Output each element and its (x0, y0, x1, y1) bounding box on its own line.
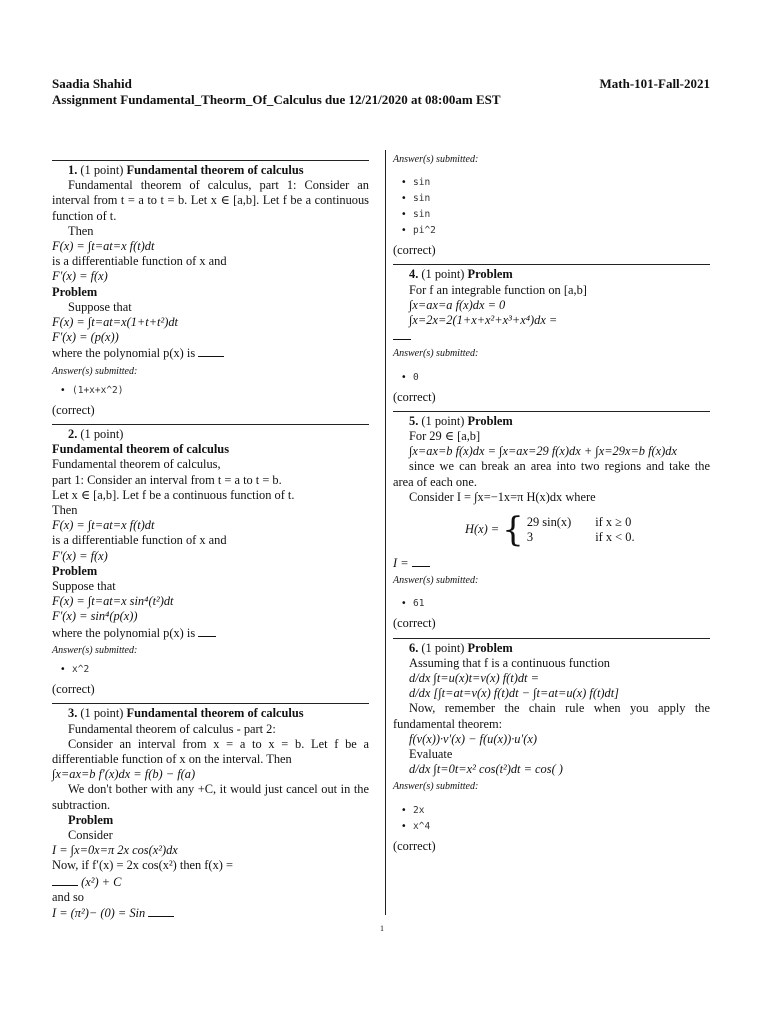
status-correct: (correct) (393, 243, 436, 258)
answer-blank (412, 555, 430, 567)
answer-blank (52, 874, 78, 886)
problem-subheading: Problem (52, 563, 98, 578)
right-column (393, 148, 710, 860)
problem-text: Suppose that (52, 579, 116, 594)
answer-list (393, 175, 710, 239)
piecewise-function (465, 510, 710, 551)
problem-title: Fundamental theorem of calculus (52, 442, 230, 457)
answer-list (393, 370, 710, 386)
submitted-answer: • x^4 (393, 819, 710, 835)
header-row-1 (52, 76, 710, 91)
formula: ∫x=2x=2(1+x+x²+x³+x⁴)dx = (409, 313, 558, 328)
problem-text: For 29 ∈ [a,b] (409, 429, 481, 444)
problem-title: Problem (467, 640, 513, 655)
formula: d/dx [∫t=at=v(x) f(t)dt − ∫t=at=u(x) f(t)dt] (409, 686, 619, 701)
problem-heading (52, 706, 369, 721)
problem-text: Fundamental theorem of calculus, (52, 457, 221, 472)
submitted-answer: • (1+x+x^2) (52, 383, 369, 399)
problem-number: 1. (68, 163, 78, 177)
answer-blank (198, 625, 216, 637)
status-correct: (correct) (393, 616, 436, 631)
problem-6 (393, 638, 710, 854)
answers-label: Answer(s) submitted: (52, 644, 138, 656)
status-correct: (correct) (393, 838, 436, 853)
formula: F′(x) = f(x) (52, 548, 108, 563)
problem-heading (393, 414, 710, 429)
formula: F′(x) = f(x) (52, 269, 108, 284)
problem-points: (1 point) (80, 706, 124, 721)
formula: d/dx ∫t=0t=x² cos(t²)dt = cos( ) (409, 762, 563, 777)
problem-text: where the polynomial p(x) is (52, 625, 196, 640)
answers-label: Answer(s) submitted: (393, 348, 479, 360)
problem-title: Problem (467, 413, 513, 428)
formula: F(x) = ∫t=at=x f(t)dt (52, 518, 155, 533)
problem-3-continued (393, 148, 710, 258)
problem-title: Problem (467, 267, 513, 282)
case-value: 29 sin(x) (526, 515, 572, 530)
submitted-answer: • sin (393, 191, 710, 207)
problem-heading (52, 427, 369, 442)
case-condition: if x < 0. (595, 530, 635, 545)
problem-text: Assuming that f is a continuous function (409, 655, 610, 670)
submitted-answer: • x^2 (52, 662, 369, 678)
answer-blank (198, 345, 224, 357)
problem-number: 6. (409, 640, 419, 655)
column-divider (385, 150, 386, 915)
submitted-answer: • 0 (393, 370, 710, 386)
formula: F′(x) = sin⁴(p(x)) (52, 609, 138, 624)
problem-text: Consider an interval from x = a to x = b. Let f be a differentiable function of x on the interval. Then (52, 736, 369, 766)
problem-title: Fundamental theorem of calculus (126, 706, 304, 721)
piecewise-cases (527, 515, 641, 545)
problem-points: (1 point) (421, 267, 465, 282)
problem-heading (393, 267, 710, 282)
problem-points: (1 point) (80, 427, 124, 442)
formula: I = ∫x=0x=π 2x cos(x²)dx (52, 843, 178, 858)
problem-subheading: Problem (68, 812, 114, 827)
problem-subheading: Problem (52, 284, 98, 299)
answer-list (52, 662, 369, 678)
problem-points: (1 point) (421, 640, 465, 655)
problem-text: is a differentiable function of x and (52, 533, 227, 548)
answer-list (393, 596, 710, 612)
problem-text: Suppose that (68, 299, 132, 314)
formula: d/dx ∫t=u(x)t=v(x) f(t)dt = (409, 671, 539, 686)
status-correct: (correct) (52, 682, 95, 697)
header-row-2 (52, 92, 710, 107)
formula: F′(x) = (p(x)) (52, 330, 119, 345)
formula: I = (393, 556, 409, 571)
problem-text: and so (52, 889, 85, 904)
problem-text: Consider I = ∫x=−1x=π H(x)dx where (409, 489, 596, 504)
answers-label: Answer(s) submitted: (393, 154, 479, 165)
formula: ∫x=ax=a f(x)dx = 0 (409, 297, 506, 312)
problem-number: 5. (409, 413, 419, 428)
answers-label: Answer(s) submitted: (52, 365, 138, 377)
problem-text: part 1: Consider an interval from t = a to t = b. (52, 472, 282, 487)
problem-number: 2. (68, 427, 78, 442)
formula: H(x) = (465, 522, 500, 537)
left-column (52, 148, 369, 921)
problem-text: Now, if f′(x) = 2x cos(x²) then f(x) = (52, 858, 233, 873)
formula: F(x) = ∫t=at=x f(t)dt (52, 239, 155, 254)
problem-text: We don't bother with any +C, it would just cancel out in the subtraction. (52, 782, 369, 812)
formula: (x²) + C (81, 874, 122, 889)
answer-blank (148, 905, 174, 917)
problem-text: Fundamental theorem of calculus, part 1: Consider an interval from t = a to t = b. Let x ∈ [a,b]. Let f be a continuous function of t. (52, 178, 369, 223)
submitted-answer: • 2x (393, 803, 710, 819)
problem-4 (393, 264, 710, 404)
problem-text: since we can break an area into two regions and take the area of each one. (393, 459, 710, 489)
formula: ∫x=ax=b f′(x)dx = f(b) − f(a) (52, 767, 196, 782)
problem-1 (52, 160, 369, 418)
problem-text: Let x ∈ [a,b]. Let f be a continuous function of t. (52, 487, 295, 502)
answers-label: Answer(s) submitted: (393, 781, 479, 793)
status-correct: (correct) (52, 402, 95, 417)
problem-2 (52, 424, 369, 697)
answer-list (52, 383, 369, 399)
problem-text: Fundamental theorem of calculus - part 2: (68, 721, 276, 736)
answer-list (393, 803, 710, 835)
problem-text: Consider (68, 827, 113, 842)
problem-number: 4. (409, 267, 419, 282)
course-name: Math-101-Fall-2021 (599, 76, 710, 91)
problem-text: is a differentiable function of x and (52, 254, 227, 269)
submitted-answer: • 61 (393, 596, 710, 612)
problem-3 (52, 703, 369, 921)
problem-text: Evaluate (409, 747, 453, 762)
status-correct: (correct) (393, 389, 436, 404)
problem-text: Now, remember the chain rule when you apply the fundamental theorem: (393, 701, 710, 731)
page-number: 1 (380, 924, 384, 933)
submitted-answer: • sin (393, 175, 710, 191)
problem-number: 3. (68, 706, 78, 721)
formula: I = (π²)− (0) = Sin (52, 905, 146, 920)
formula: ∫x=ax=b f(x)dx = ∫x=ax=29 f(x)dx + ∫x=29x=b f(x)dx (409, 444, 677, 459)
submitted-answer: • sin (393, 207, 710, 223)
submitted-answer: • pi^2 (393, 223, 710, 239)
problem-heading (52, 163, 369, 178)
formula: f(v(x))·v′(x) − f(u(x))·u′(x) (409, 731, 537, 746)
problem-text: Then (52, 503, 78, 518)
answer-blank (393, 328, 411, 340)
formula: F(x) = ∫t=at=x(1+t+t²)dt (52, 315, 178, 330)
problem-text: Then (68, 223, 94, 238)
assignment-title: Assignment Fundamental_Theorm_Of_Calculus due 12/21/2020 at 08:00am EST (52, 92, 501, 107)
student-name: Saadia Shahid (52, 76, 132, 91)
case-condition: if x ≥ 0 (595, 515, 632, 530)
problem-title: Fundamental theorem of calculus (126, 163, 304, 177)
problem-5 (393, 411, 710, 632)
brace-icon: { (502, 510, 524, 551)
problem-text: where the polynomial p(x) is (52, 346, 196, 361)
problem-points: (1 point) (80, 163, 124, 177)
problem-points: (1 point) (421, 413, 465, 428)
problem-text: For f an integrable function on [a,b] (409, 282, 587, 297)
formula: F(x) = ∫t=at=x sin⁴(t²)dt (52, 594, 174, 609)
case-value: 3 (526, 530, 534, 545)
problem-heading (393, 641, 710, 656)
answers-label: Answer(s) submitted: (393, 575, 479, 587)
